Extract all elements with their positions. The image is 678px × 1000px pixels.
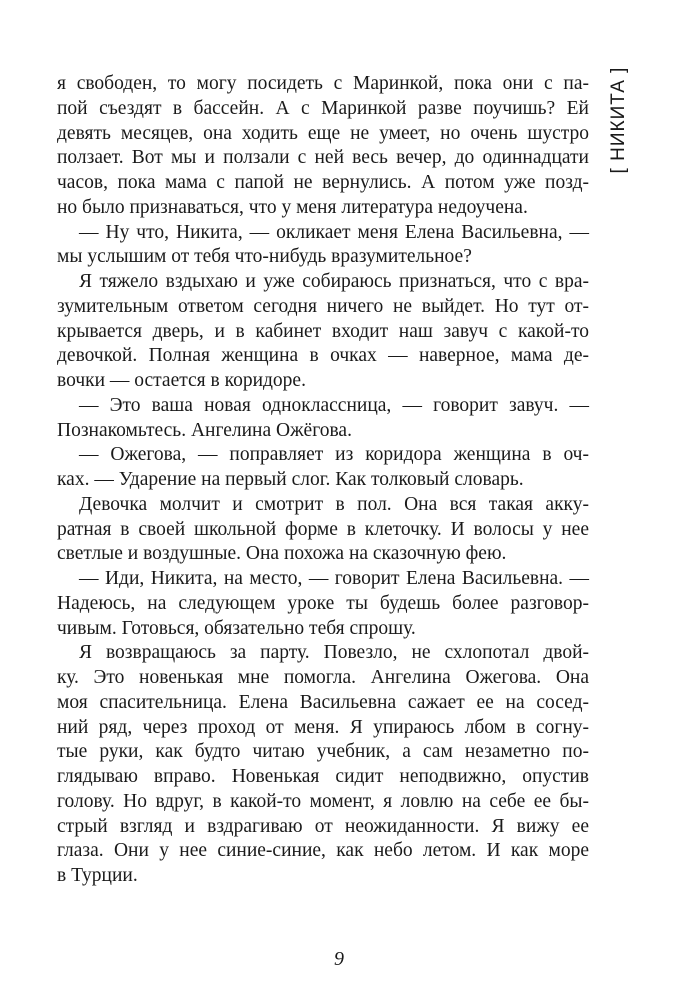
paragraph bbox=[57, 270, 589, 394]
page-number: 9 bbox=[334, 948, 344, 970]
text-line: — Иди, Никита, на место, — говорит Елена Васильевна. — bbox=[79, 568, 589, 589]
text-line: в Турции. bbox=[57, 865, 138, 886]
text-line: вочки — остается в коридоре. bbox=[57, 370, 306, 391]
body-text bbox=[57, 72, 589, 889]
paragraph bbox=[57, 443, 589, 493]
text-line: пой съездят в бассейн. А с Маринкой разве поучишь? Ей bbox=[57, 97, 589, 119]
running-head bbox=[604, 66, 634, 174]
text-line: глаза. Они у нее синие-синие, как небо летом. И как море bbox=[57, 840, 589, 862]
text-line: светлые и воздушные. Она похожа на сказочную фею. bbox=[57, 543, 507, 565]
text-line: но было признаваться, что у меня литература недоучена. bbox=[57, 196, 528, 218]
text-line: Я тяжело вздыхаю и уже собираюсь признаться, что с вра- bbox=[79, 271, 589, 292]
paragraph bbox=[57, 394, 589, 444]
text-line: голову. Но вдруг, в какой-то момент, я ловлю на себе ее бы- bbox=[57, 790, 589, 812]
running-head-label: [ НИКИТА ] bbox=[608, 66, 629, 174]
text-line: девять месяцев, она ходить еще не умеет, но очень шустро bbox=[57, 122, 589, 144]
text-line: стрый взгляд и вздрагиваю от неожиданности. Я вижу ее bbox=[57, 815, 589, 837]
paragraph bbox=[57, 567, 589, 641]
text-line: крывается дверь, и в кабинет входит наш завуч с какой-то bbox=[57, 320, 589, 342]
text-line: ний ряд, через проход от меня. Я упираюсь лбом в согну- bbox=[57, 716, 589, 738]
text-line: ратная в своей школьной форме в клеточку. И волосы у нее bbox=[57, 518, 589, 540]
text-line: часов, пока мама с папой не вернулись. А потом уже позд- bbox=[57, 172, 589, 193]
paragraph bbox=[57, 493, 589, 567]
text-line: ползает. Вот мы и ползали с ней весь вечер, до одиннадцати bbox=[57, 147, 589, 169]
paragraph bbox=[57, 72, 589, 221]
text-line: Надеюсь, на следующем уроке ты будешь более разговор- bbox=[57, 592, 589, 614]
text-line: глядываю вправо. Новенькая сидит неподвижно, опустив bbox=[57, 766, 589, 787]
text-line: девочкой. Полная женщина в очках — наверное, мама де- bbox=[57, 345, 589, 367]
text-line: — Ожегова, — поправляет из коридора женщина в оч- bbox=[79, 444, 589, 466]
text-line: ку. Это новенькая мне помогла. Ангелина Ожегова. Она bbox=[57, 667, 589, 688]
text-line: зумительным ответом сегодня ничего не выйдет. Но тут от- bbox=[57, 295, 589, 317]
text-line: мы услышим от тебя что-нибудь вразумительное? bbox=[57, 246, 472, 268]
text-line: тые руки, как будто читаю учебник, а сам незаметно по- bbox=[57, 741, 589, 763]
paragraph bbox=[57, 221, 589, 271]
text-line: Познакомьтесь. Ангелина Ожёгова. bbox=[57, 419, 352, 441]
text-line: — Это ваша новая одноклассница, — говорит завуч. — bbox=[79, 394, 589, 416]
text-line: моя спасительница. Елена Васильевна сажает ее на сосед- bbox=[57, 691, 589, 713]
text-line: я свободен, то могу посидеть с Маринкой, пока они с па- bbox=[57, 73, 589, 94]
text-line: Девочка молчит и смотрит в пол. Она вся такая акку- bbox=[79, 493, 589, 515]
text-line: Я возвращаюсь за парту. Повезло, не схлопотал двой- bbox=[79, 642, 589, 664]
text-line: чивым. Готовься, обязательно тебя спрошу. bbox=[57, 617, 416, 639]
text-line: ках. — Ударение на первый слог. Как толковый словарь. bbox=[57, 469, 524, 490]
paragraph bbox=[57, 641, 589, 889]
text-line: — Ну что, Никита, — окликает меня Елена Васильевна, — bbox=[79, 221, 589, 243]
